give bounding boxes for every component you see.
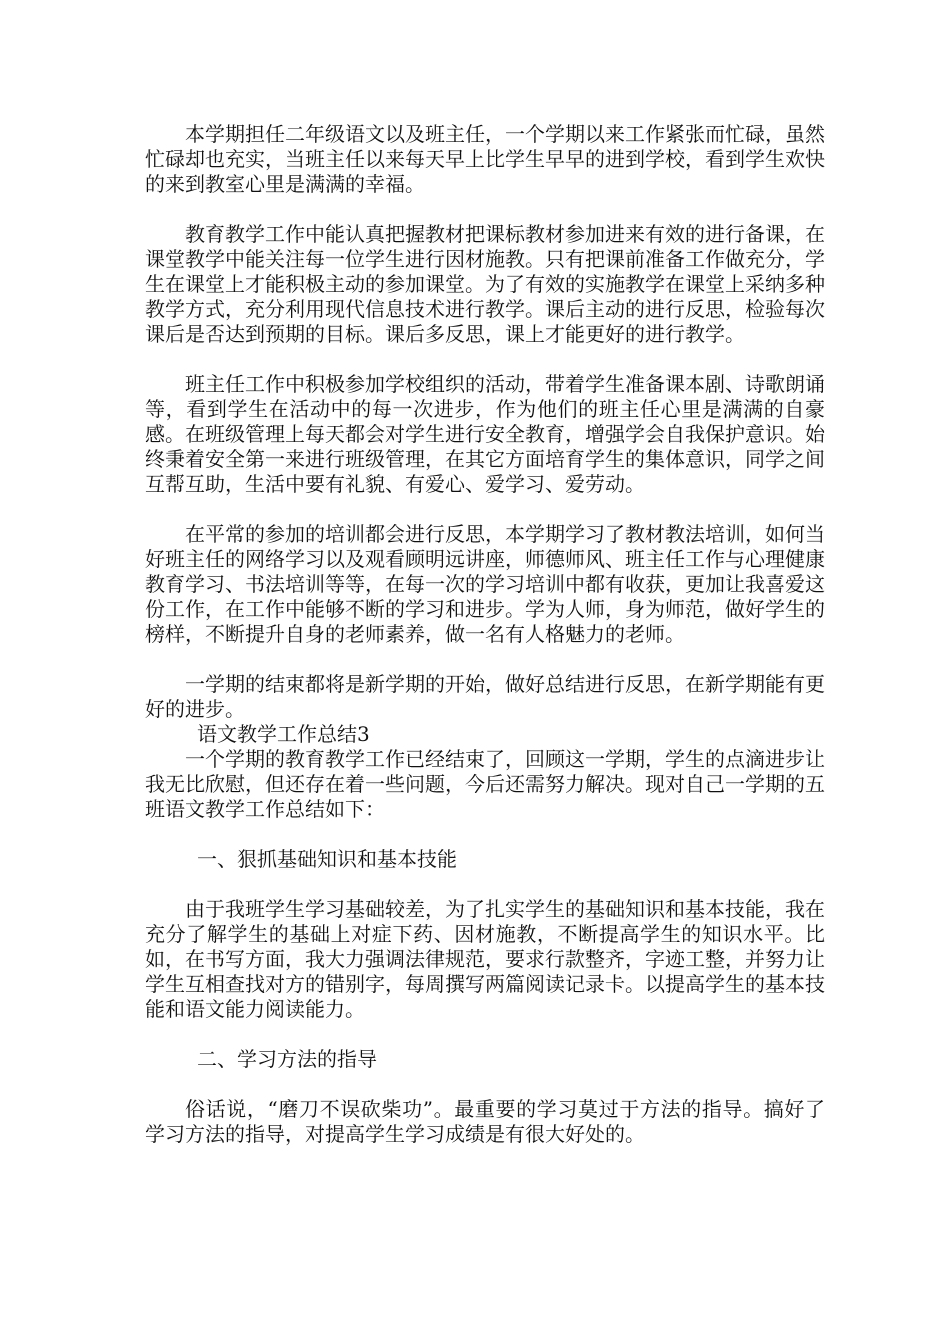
paragraph-4: 在平常的参加的培训都会进行反思，本学期学习了教材教法培训，如何当好班主任的网络学习以及观看顾明远讲座，师德师风、班主任工作与心理健康教育学习、书法培训等等，在每一次的学习培训中都有收获，更加让我喜爱这份工作，在工作中能够不断的学习和进步。学为人师，身为师范，做好学生的榜样，不断提升自身的老师素养，做一名有人格魅力的老师。 xyxy=(145,522,825,646)
paragraph-basic-skills: 由于我班学生学习基础较差，为了扎实学生的基础知识和基本技能，我在充分了解学生的基础上对症下药、因材施教，不断提高学生的知识水平。比如，在书写方面，我大力强调法律规范，要求行款整齐，字迹工整，并努力让学生互相查找对方的错别字，每周撰写两篇阅读记录卡。以提高学生的基本技能和语文能力阅读能力。 xyxy=(145,897,825,1021)
paragraph-1: 本学期担任二年级语文以及班主任，一个学期以来工作紧张而忙碌，虽然忙碌却也充实，当班主任以来每天早上比学生早早的进到学校，看到学生欢快的来到教室心里是满满的幸福。 xyxy=(145,122,825,196)
intro-paragraph: 一个学期的教育教学工作已经结束了，回顾这一学期，学生的点滴进步让我无比欣慰，但还存在着一些问题，今后还需努力解决。现对自己一学期的五班语文教学工作总结如下： xyxy=(145,747,825,821)
paragraph-2: 教育教学工作中能认真把握教材把课标教材参加进来有效的进行备课，在课堂教学中能关注每一位学生进行因材施教。只有把课前准备工作做充分，学生在课堂上才能积极主动的参加课堂。为了有效的实施教学在课堂上采纳多种教学方式，充分利用现代信息技术进行教学。课后主动的进行反思，检验每次课后是否达到预期的目标。课后多反思，课上才能更好的进行教学。 xyxy=(145,222,825,346)
heading-basic-skills: 一、狠抓基础知识和基本技能 xyxy=(197,847,457,871)
section-title: 语文教学工作总结3 xyxy=(197,722,370,746)
paragraph-learning-methods: 俗话说，“磨刀不误砍柴功”。最重要的学习莫过于方法的指导。搞好了学习方法的指导，对提高学生学习成绩是有很大好处的。 xyxy=(145,1097,825,1146)
paragraph-3: 班主任工作中积极参加学校组织的活动，带着学生准备课本剧、诗歌朗诵等，看到学生在活动中的每一次进步，作为他们的班主任心里是满满的自豪感。在班级管理上每天都会对学生进行安全教育，增强学会自我保护意识。始终秉着安全第一来进行班级管理，在其它方面培育学生的集体意识，同学之间互帮互助，生活中要有礼貌、有爱心、爱学习、爱劳动。 xyxy=(145,372,825,496)
document-page xyxy=(145,122,825,1147)
heading-learning-methods: 二、学习方法的指导 xyxy=(197,1047,377,1071)
paragraph-5: 一学期的结束都将是新学期的开始，做好总结进行反思，在新学期能有更好的进步。 xyxy=(145,672,825,721)
